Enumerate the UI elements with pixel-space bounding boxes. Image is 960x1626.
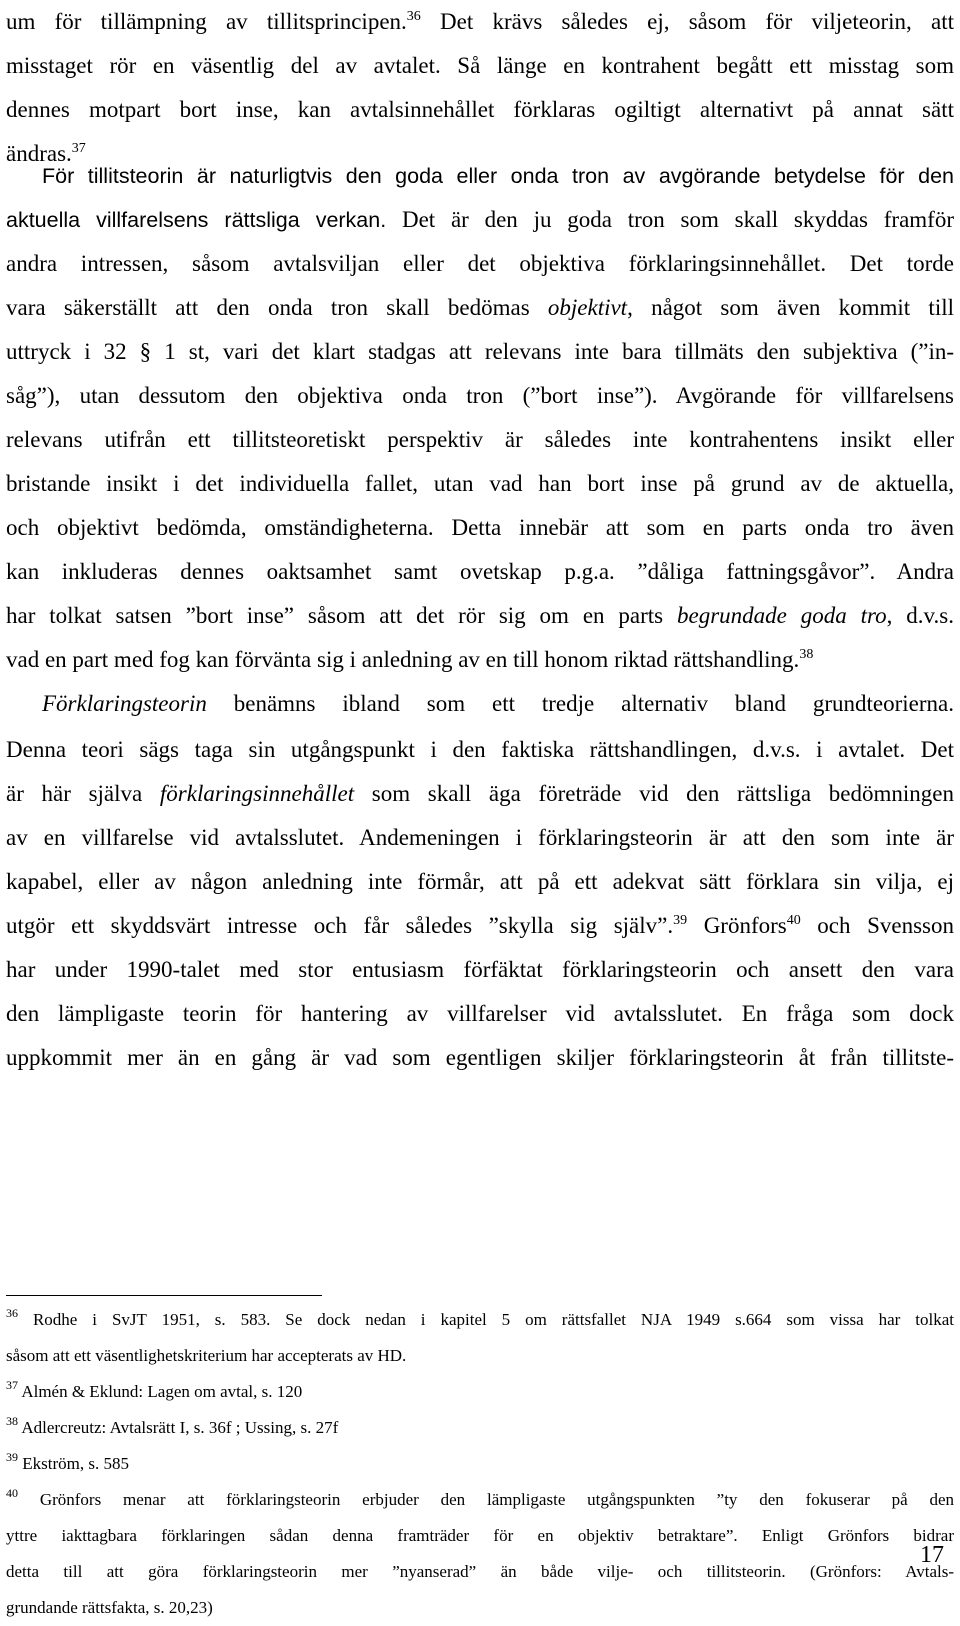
footnote-ref-37: 37 [71, 141, 86, 156]
text-line: Denna teori sägs taga sin utgångspunkt i den faktiska rättshandlingen, d.v.s. i avtalet. Det [6, 737, 954, 762]
text-line: uttryck i 32 § 1 st, vari det klart stadgas att relevans inte bara tillmäts den subjektiva (”in- [6, 339, 954, 364]
text-line: vara säkerställt att den onda tron skall bedömas objektivt, något som även kommit till [6, 295, 954, 320]
text-line: utgör ett skyddsvärt intresse och får således ”skylla sig själv”.$^{39}$ Grönfors$^{40}$ och Svensson [6, 913, 954, 938]
footnote-40: $^{40}$ Grönfors menar att förklaringsteorin erbjuder den lämpligaste utgångspunkten ”ty den fokuserar på den yttre iakttagbara förklaringen sådan denna framträder för en objektiv betraktare”. Enligt Grönfors bidrar detta till att göra förklaringsteorin mer ”nyanserad” än både vilje- och tillitsteorin. (Grönfors: Avtals- grundande rättsfakta, s. 20,23) [6, 1486, 955, 1617]
text-line: dennes motpart bort inse, kan avtalsinnehållet förklaras ogiltigt alternativt på annat sätt [6, 97, 954, 122]
paragraph-3 [6, 728, 954, 1080]
footnote-37: $^{37}$ Almén & Eklund: Lagen om avtal, s. 120 [6, 1378, 303, 1401]
page-number: 17 [920, 1542, 944, 1568]
text-line: och objektivt bedömda, omständigheterna. Detta innebär att som en parts onda tro även [6, 515, 954, 540]
text-line: har tolkat satsen ”bort inse” såsom att det rör sig om en parts begrundade goda tro, d.v.s. [6, 603, 954, 628]
text-line: aktuella villfarelsens rättsliga verkan. Det är den ju goda tron som skall skyddas framför [6, 207, 954, 232]
text-line: är här själva förklaringsinnehållet som skall äga företräde vid den rättsliga bedömningen [6, 781, 955, 806]
footnote-36: $^{36}$ Rodhe i SvJT 1951, s. 583. Se dock nedan i kapitel 5 om rättsfallet NJA 1949 s.664 som vissa har tolkat såsom att ett väsentlighetskriterium har accepterats av HD. [6, 1306, 954, 1365]
text-line: bristande insikt i det individuella fallet, utan vad han bort inse på grund av de aktuella, [6, 471, 954, 496]
text-line: kapabel, eller av någon anledning inte förmår, att på ett adekvat sätt förklara sin vilja, ej [6, 869, 954, 894]
text-line: den lämpligaste teorin för hantering av villfarelser vid avtalsslutet. En fråga som dock [6, 1001, 954, 1026]
paragraph-2 [6, 154, 954, 726]
text-line: Förklaringsteorin benämns ibland som ett tredje alternativ bland grundteorierna. [42, 691, 954, 716]
footnotes [6, 1302, 954, 1626]
footnote-ref-40: 40 [786, 913, 801, 928]
text-line: vad en part med fog kan förvänta sig i anledning av en till honom riktad rättshandling.$^{38}$ [6, 647, 814, 672]
footnote-ref-39: 39 [673, 913, 688, 928]
footnote-separator [6, 1295, 322, 1296]
text-line: um för tillämpning av tillitsprincipen.$^{36}$ Det krävs således ej, såsom för viljeteorin, att [6, 9, 954, 34]
text-line: misstaget rör en väsentlig del av avtalet. Så länge en kontrahent begått ett misstag som [6, 53, 954, 78]
text-line: För tillitsteorin är naturligtvis den goda eller onda tron av avgörande betydelse för den [42, 164, 954, 188]
text-line: har under 1990-talet med stor entusiasm förfäktat förklaringsteorin och ansett den vara [6, 957, 954, 982]
text-line: av en villfarelse vid avtalsslutet. Andemeningen i förklaringsteorin är att den som inte är [6, 825, 954, 850]
text-line: uppkommit mer än en gång är vad som egentligen skiljer förklaringsteorin åt från tillitste- [6, 1045, 954, 1070]
text-line: relevans utifrån ett tillitsteoretiskt perspektiv är således inte kontrahentens insikt eller [6, 427, 954, 452]
text-line: ändras.$^{37}$ [6, 141, 86, 166]
text-line: kan inkluderas dennes oaktsamhet samt ovetskap p.g.a. ”dåliga fattningsgåvor”. Andra [6, 559, 954, 584]
document-page [6, 0, 955, 1617]
footnote-38: $^{38}$ Adlercreutz: Avtalsrätt I, s. 36f ; Ussing, s. 27f [6, 1414, 339, 1437]
footnote-39: $^{39}$ Ekström, s. 585 [6, 1450, 129, 1473]
paragraph-1 [6, 0, 954, 176]
footnote-ref-38: 38 [799, 647, 814, 662]
text-line: såg”), utan dessutom den objektiva onda tron (”bort inse”). Avgörande för villfarelsens [6, 383, 954, 408]
footnote-ref-36: 36 [406, 9, 421, 24]
text-line: andra intressen, såsom avtalsviljan eller det objektiva förklaringsinnehållet. Det torde [6, 251, 954, 276]
